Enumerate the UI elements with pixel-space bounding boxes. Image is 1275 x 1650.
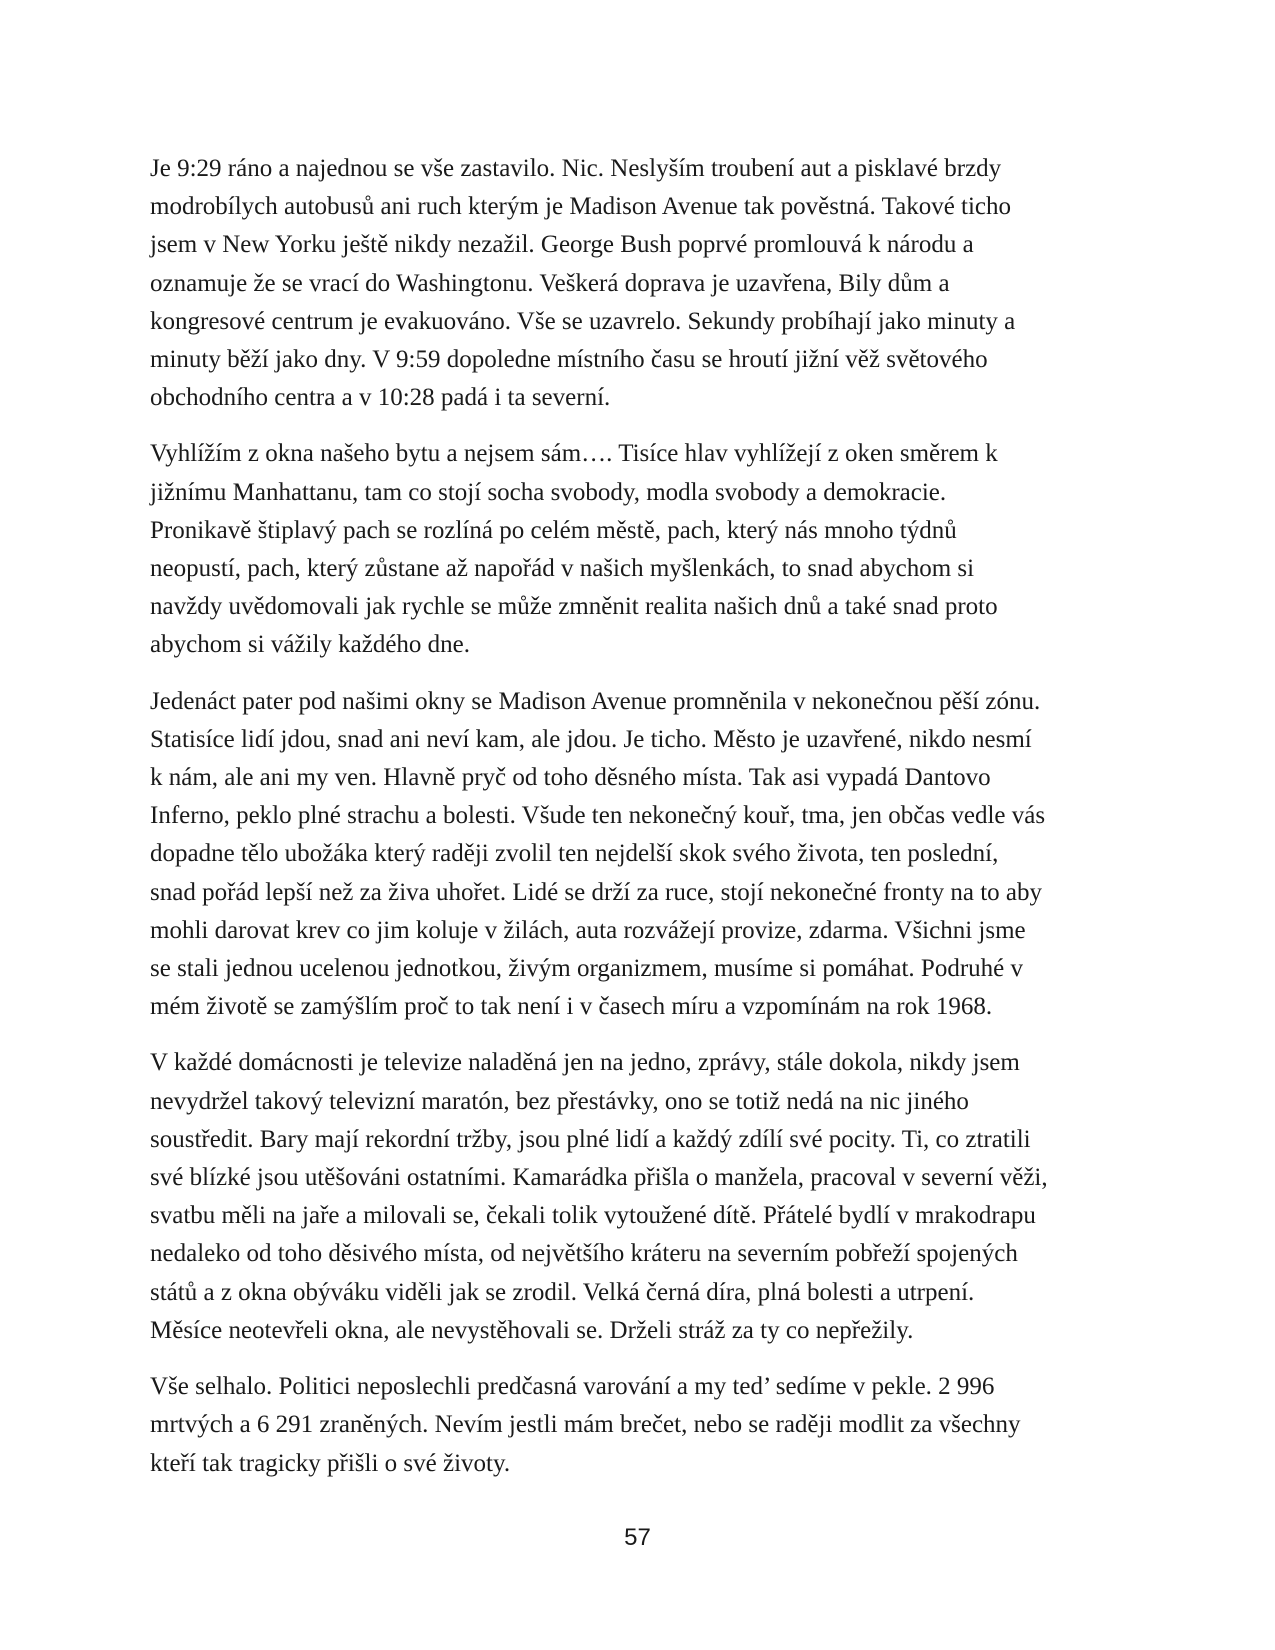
text-line: kteří tak tragicky přišli o své životy. [150,1449,511,1477]
text-line: jižnímu Manhattanu, tam co stojí socha svobody, modla svobody a demokracie. [150,478,947,506]
paragraph [150,683,1130,1027]
text-line: snad pořád lepší než za živa uhořet. Lidé se drží za ruce, stojí nekonečné fronty na to aby [150,878,1043,906]
text-line: Pronikavě štiplavý pach se rozlíná po celém městě, pach, který nás mnoho týdnů [150,516,957,544]
paragraph [150,150,1130,417]
text-line: k nám, ale ani my ven. Hlavně pryč od toho děsného místa. Tak asi vypadá Dantovo [150,764,991,792]
text-line: své blízké jsou utěšováni ostatními. Kamarádka přišla o manžela, pracoval v severní věži, [150,1164,1048,1192]
text-line: svatbu měli na jaře a milovali se, čekali tolik vytoužené dítě. Přátelé bydlí v mrakodrapu [150,1202,1036,1230]
paragraph [150,1044,1130,1350]
text-line: navždy uvědomovali jak rychle se může zmněnit realita našich dnů a také snad proto [150,593,998,621]
text-line: jsem v New Yorku ještě nikdy nezažil. George Bush poprvé promlouvá k národu a [150,231,974,259]
text-line: oznamuje že se vrací do Washingtonu. Veškerá doprava je uzavřena, Bily dům a [150,269,950,297]
text-line: obchodního centra a v 10:28 padá i ta severní. [150,384,611,412]
text-line: kongresové centrum je evakuováno. Vše se uzavrelo. Sekundy probíhají jako minuty a [150,307,1016,335]
page-number: 57 [624,1524,651,1551]
text-line: Jedenáct pater pod našimi okny se Madison Avenue promněnila v nekonečnou pěší zónu. [150,687,1041,715]
text-line: neopustí, pach, který zůstane až napořád v našich myšlenkách, to snad abychom si [150,555,975,583]
text-line: mohli darovat krev co jim koluje v žilách, auta rozvážejí provize, zdarma. Všichni jsme [150,916,1026,944]
text-line: modrobílych autobusů ani ruch kterým je Madison Avenue tak pověstná. Takové ticho [150,193,1012,221]
text-line: Vyhlížím z okna našeho bytu a nejsem sám…. Tisíce hlav vyhlížejí z oken směrem k [150,440,998,468]
text-line: mém životě se zamýšlím proč to tak není i v časech míru a vzpomínám na rok 1968. [150,993,993,1021]
text-line: Vše selhalo. Politici neposlechli predčasná varování a my ted’ sedíme v pekle. 2 996 [150,1373,995,1401]
paragraph [150,1368,1130,1483]
text-line: Statisíce lidí jdou, snad ani neví kam, ale jdou. Je ticho. Město je uzavřené, nikdo nesmí [150,725,1032,753]
text-line: nedaleko od toho děsivého místa, od největšího kráteru na severním pobřeží spojených [150,1240,1018,1268]
text-line: Měsíce neotevřeli okna, ale nevystěhovali se. Drželi stráž za ty co nepřežily. [150,1316,914,1344]
text-line: nevydržel takový televizní maratón, bez přestávky, ono se totiž nedá na nic jiného [150,1087,969,1115]
body-text [150,150,1130,1501]
text-line: minuty běží jako dny. V 9:59 dopoledne místního času se hroutí jižní věž světového [150,346,988,374]
paragraph [150,435,1130,664]
text-line: abychom si vážily každého dne. [150,631,471,659]
text-line: soustředit. Bary mají rekordní tržby, jsou plné lidí a každý zdílí své pocity. Ti, co ztratili [150,1125,1031,1153]
text-line: V každé domácnosti je televize naladěná jen na jedno, zprávy, stále dokola, nikdy jsem [150,1049,1020,1077]
text-line: Inferno, peklo plné strachu a bolesti. Všude ten nekonečný kouř, tma, jen občas vedle vás [150,802,1046,830]
text-line: dopadne tělo ubožáka který raději zvolil ten nejdelší skok svého života, ten poslední, [150,840,999,868]
text-line: mrtvých a 6 291 zraněných. Nevím jestli mám brečet, nebo se raději modlit za všechny [150,1411,1021,1439]
text-line: se stali jednou ucelenou jednotkou, živým organizmem, musíme si pomáhat. Podruhé v [150,955,1023,983]
text-line: Je 9:29 ráno a najednou se vše zastavilo. Nic. Neslyším troubení aut a pisklavé brzdy [150,155,1002,182]
text-line: států a z okna obýváku viděli jak se zrodil. Velká černá díra, plná bolesti a utrpení. [150,1278,975,1306]
